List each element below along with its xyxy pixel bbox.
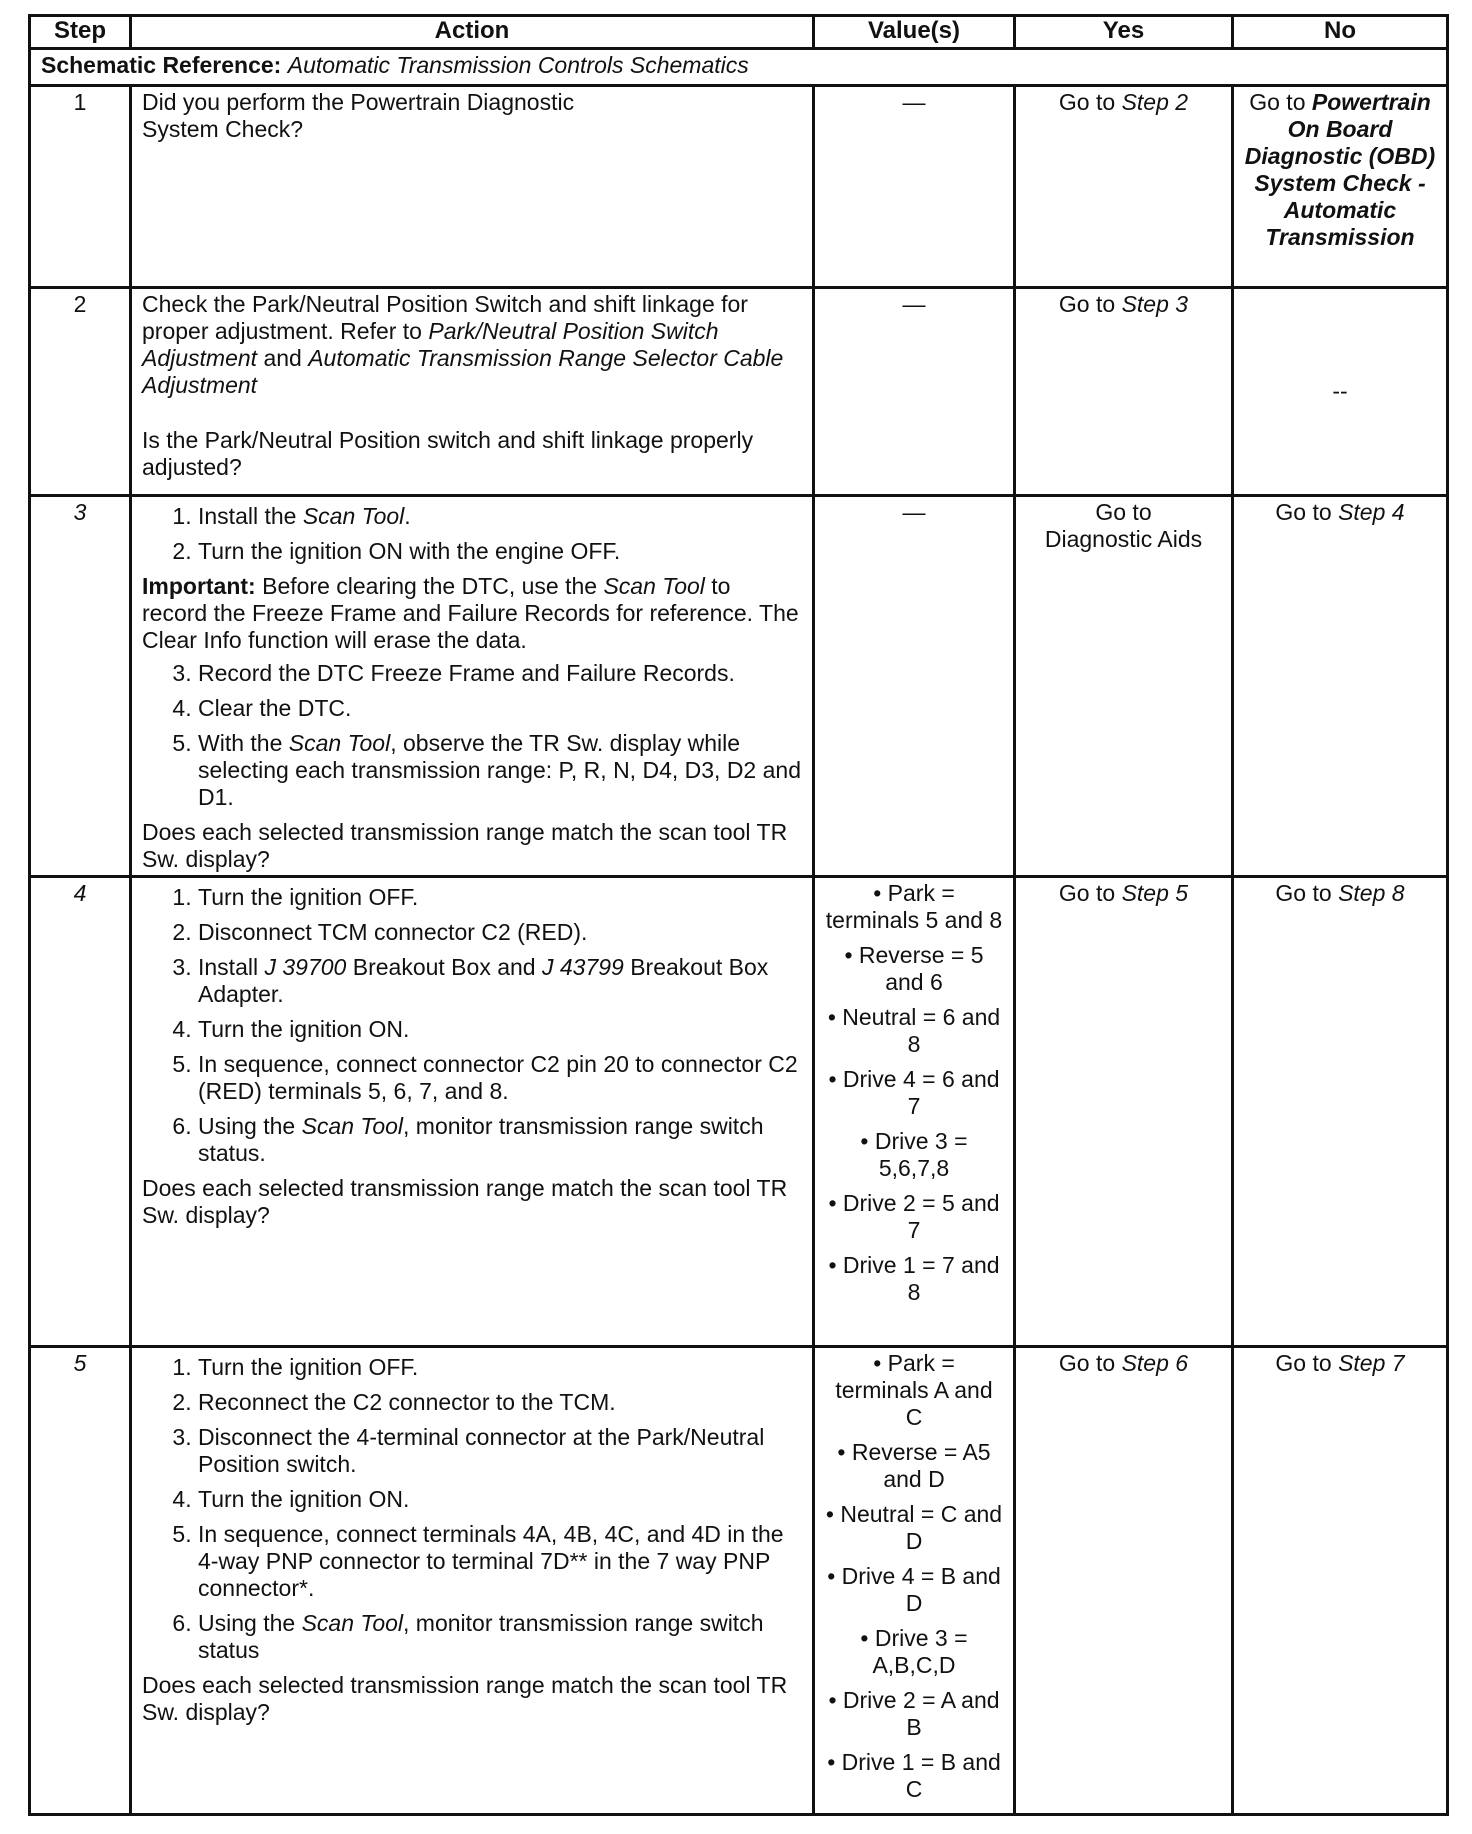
list-item: • Neutral = 6 and 8 [825,1004,1003,1058]
step-question: Does each selected transmission range match the scan tool TR Sw. display? [142,1175,788,1228]
list-item: 5. In sequence, connect terminals 4A, 4B, 4C, and 4D in the 4-way PNP connector to terminal 7D** in the 7 way PNP connector*. [198,1521,802,1602]
yes-link: Step 6 [1121,1350,1189,1376]
list-item: 2. Disconnect TCM connector C2 (RED). [198,919,802,946]
step-action [131,496,814,877]
header-no: No [1233,16,1448,49]
step-value: — [814,288,1015,496]
value-list [825,1350,1003,1803]
no-cell: -- [1233,288,1448,496]
header-values: Value(s) [814,16,1015,49]
value-list-cell [814,1347,1015,1815]
list-item: 2. Reconnect the C2 connector to the TCM. [198,1389,802,1416]
reference-text: Automatic Transmission Controls Schematics [287,52,749,78]
reference-label: Schematic Reference: [41,52,282,78]
step-question: Does each selected transmission range match the scan tool TR Sw. display? [142,1672,788,1725]
yes-cell: Go to Step 5 [1015,877,1233,1347]
list-item: 2. Turn the ignition ON with the engine OFF. [198,538,802,565]
step-action: Check the Park/Neutral Position Switch and shift linkage for proper adjustment. Refer to Park/Neutral Position Switch Adjustment and Automatic Transmission Range Selector Cable Adjustment Is the Park/Neutral Position switch and shift linkage properly adjusted? [131,288,814,496]
table-row [30,288,1448,496]
yes-link: Step 3 [1121,291,1189,317]
list-item: 3. Disconnect the 4-terminal connector at the Park/Neutral Position switch. [198,1424,802,1478]
list-item: 1. Turn the ignition OFF. [198,884,802,911]
step-number: 3 [30,496,131,877]
list-item: 5. In sequence, connect connector C2 pin 20 to connector C2 (RED) terminals 5, 6, 7, and 8. [198,1051,802,1105]
step-number: 5 [30,1347,131,1815]
step-number: 4 [30,877,131,1347]
table-row [30,86,1448,288]
list-item: • Drive 2 = A and B [825,1687,1003,1741]
header-row [30,16,1448,49]
table-row [30,877,1448,1347]
step-value: — [814,86,1015,288]
table-row [30,1347,1448,1815]
no-cell: Go to Powertrain On Board Diagnostic (OBD) System Check - Automatic Transmission [1233,86,1448,288]
list-item: • Drive 4 = B and D [825,1563,1003,1617]
step-question: Does each selected transmission range match the scan tool TR Sw. display? [142,819,788,872]
step-number: 1 [30,86,131,288]
yes-link: Step 2 [1121,89,1189,115]
list-item: • Park = terminals A and C [825,1350,1003,1431]
no-link: Step 7 [1338,1350,1405,1376]
list-item: • Drive 3 = 5,6,7,8 [825,1128,1003,1182]
instruction-list [142,1354,802,1664]
list-item: 6. Using the Scan Tool, monitor transmission range switch status. [198,1113,802,1167]
list-item: • Drive 1 = 7 and 8 [825,1252,1003,1306]
list-item: 1. Install the Scan Tool. [198,503,802,530]
step-action [131,877,814,1347]
header-yes: Yes [1015,16,1233,49]
yes-cell: Go to Step 2 [1015,86,1233,288]
list-item: • Park = terminals 5 and 8 [825,880,1003,934]
step-question: Is the Park/Neutral Position switch and shift linkage properly adjusted? [142,427,754,480]
list-item: 1. Turn the ignition OFF. [198,1354,802,1381]
diagnostic-table [28,14,1449,1816]
reference-link: Park/Neutral Position Switch Adjustment [142,318,719,371]
value-list-cell [814,877,1015,1347]
schematic-reference-row [30,49,1448,86]
list-item: 4. Turn the ignition ON. [198,1016,802,1043]
list-item: 5. With the Scan Tool, observe the TR Sw. display while selecting each transmission range: P, R, N, D4, D3, D2 and D1. [198,730,802,811]
yes-link: Step 5 [1121,880,1189,906]
no-link: Step 4 [1338,499,1405,525]
list-item: • Drive 1 = B and C [825,1749,1003,1803]
step-value: — [814,496,1015,877]
list-item: 6. Using the Scan Tool, monitor transmission range switch status [198,1610,802,1664]
list-item: 3. Record the DTC Freeze Frame and Failure Records. [198,660,802,687]
no-cell: Go to Step 8 [1233,877,1448,1347]
list-item: 4. Clear the DTC. [198,695,802,722]
step-action [131,86,814,288]
important-note: Important: Before clearing the DTC, use the Scan Tool to record the Freeze Frame and Failure Records for reference. The Clear Info function will erase the data. [142,573,799,653]
instruction-list [142,660,802,811]
yes-cell: Go to Diagnostic Aids [1015,496,1233,877]
no-cell: Go to Step 4 [1233,496,1448,877]
step-question: Did you perform the Powertrain Diagnostic System Check? [142,89,575,142]
header-step: Step [30,16,131,49]
list-item: • Neutral = C and D [825,1501,1003,1555]
list-item: 4. Turn the ignition ON. [198,1486,802,1513]
reference-link: Automatic Transmission Range Selector Cable Adjustment [142,345,784,398]
list-item: • Drive 4 = 6 and 7 [825,1066,1003,1120]
list-item: • Drive 2 = 5 and 7 [825,1190,1003,1244]
no-cell: Go to Step 7 [1233,1347,1448,1815]
instruction-list [142,503,802,565]
list-item: • Reverse = 5 and 6 [825,942,1003,996]
list-item: • Reverse = A5 and D [825,1439,1003,1493]
yes-cell: Go to Step 6 [1015,1347,1233,1815]
list-item: • Drive 3 = A,B,C,D [825,1625,1003,1679]
no-link: Powertrain On Board Diagnostic (OBD) System Check - Automatic Transmission [1244,89,1436,250]
schematic-reference [30,49,1448,86]
list-item: 3. Install J 39700 Breakout Box and J 43799 Breakout Box Adapter. [198,954,802,1008]
yes-link: Diagnostic Aids [1044,526,1203,552]
step-number: 2 [30,288,131,496]
table-row [30,496,1448,877]
header-action: Action [131,16,814,49]
no-link: Step 8 [1338,880,1405,906]
yes-cell: Go to Step 3 [1015,288,1233,496]
instruction-list [142,884,802,1167]
value-list [825,880,1003,1306]
step-action [131,1347,814,1815]
